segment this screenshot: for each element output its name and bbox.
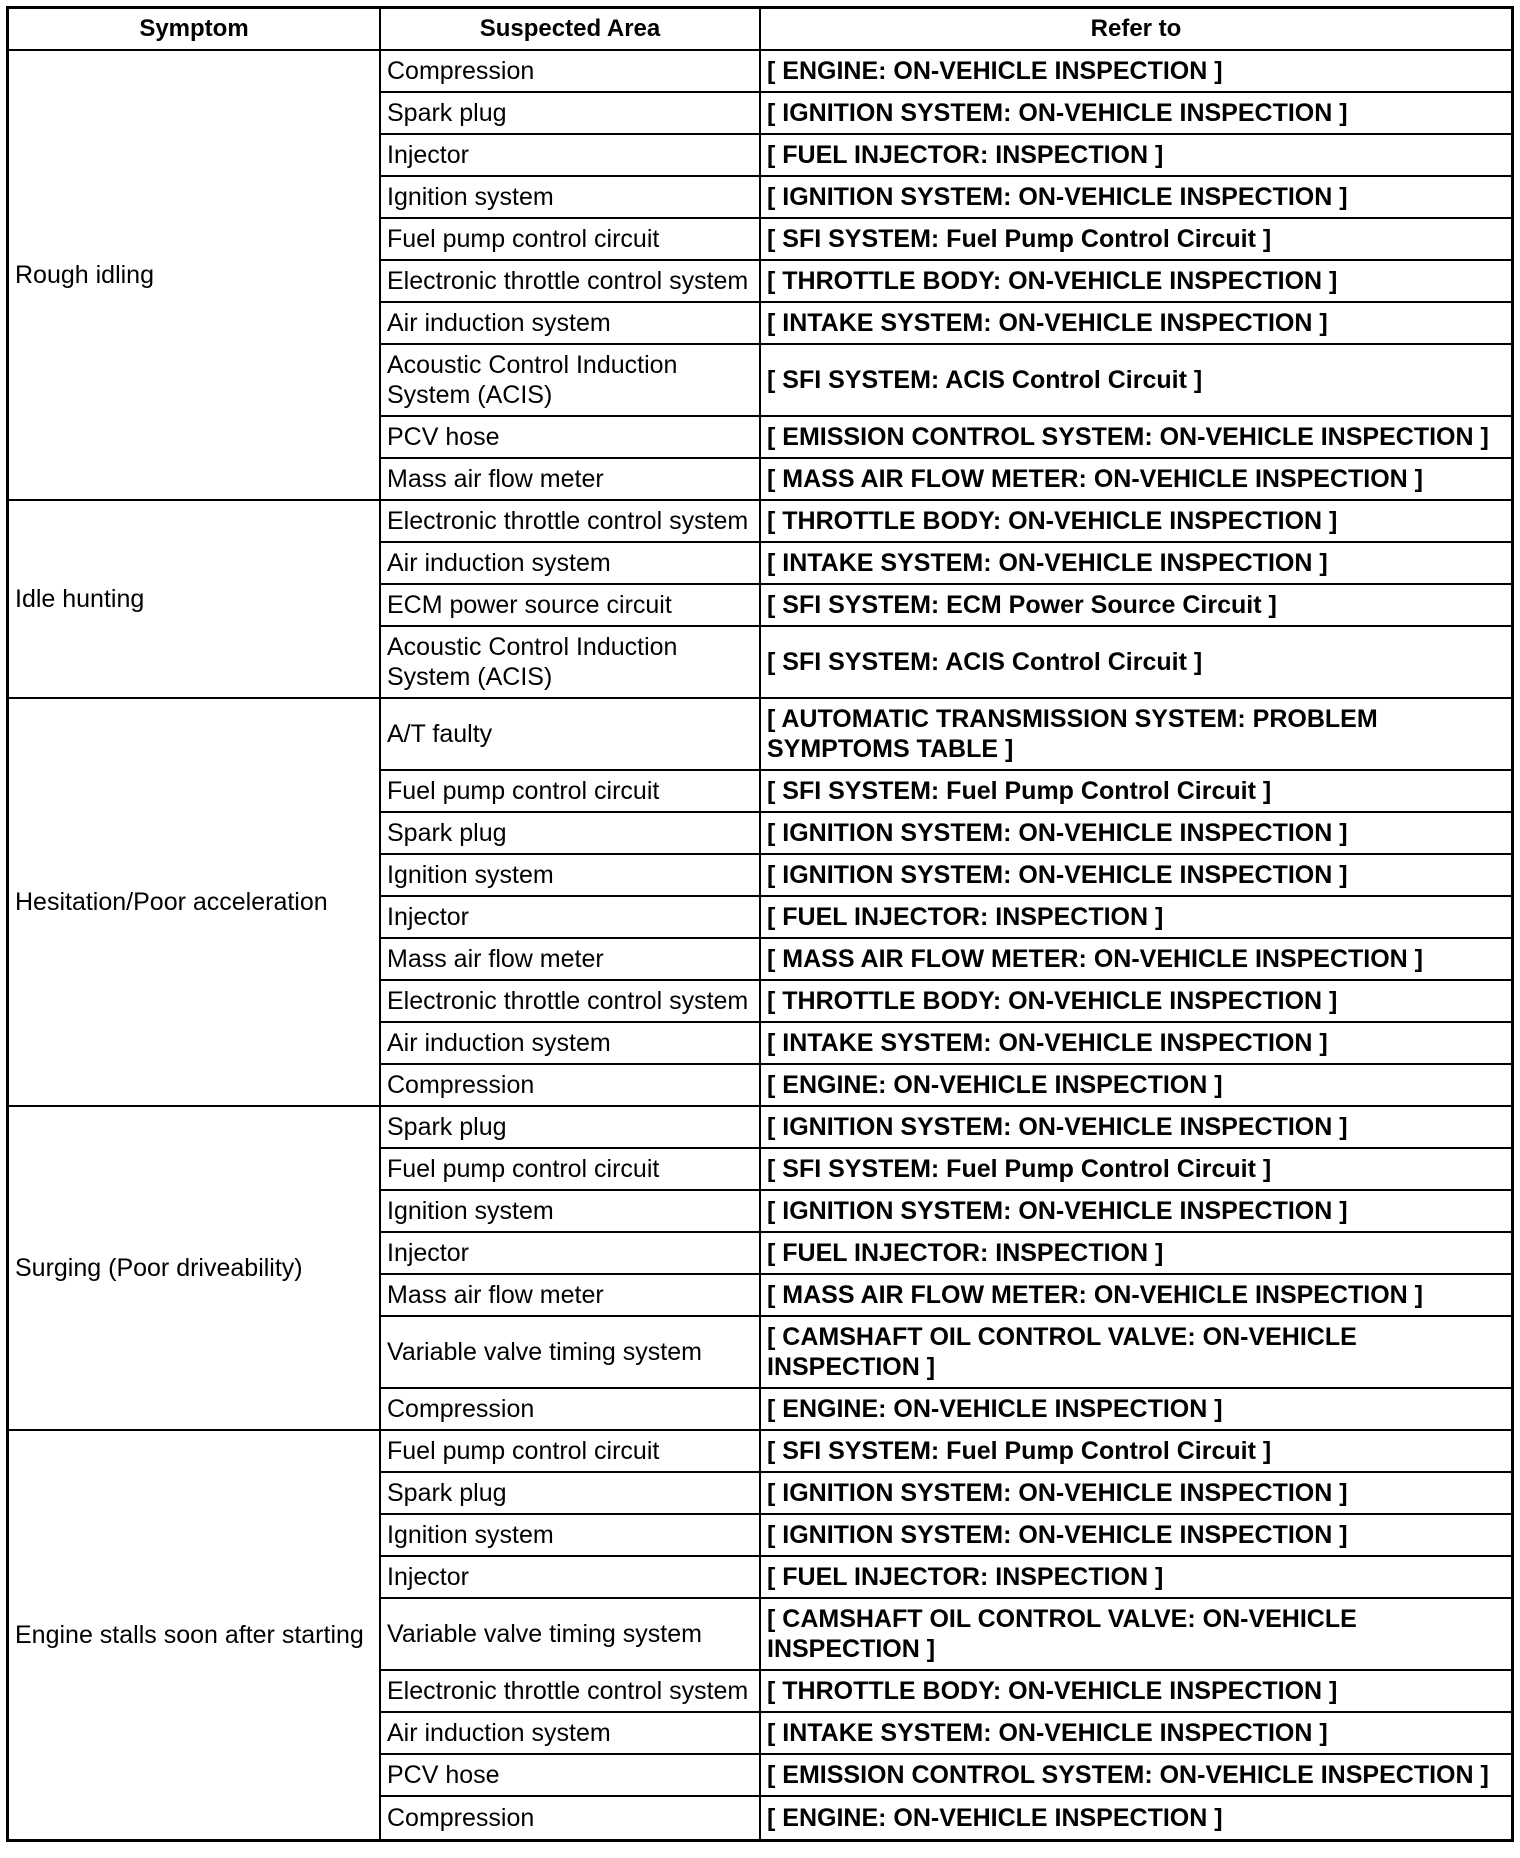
- suspected-area-cell: Ignition system: [381, 1515, 761, 1557]
- suspected-area-cell: Compression: [381, 51, 761, 93]
- suspected-area-cell: Fuel pump control circuit: [381, 1149, 761, 1191]
- suspected-area-cell: Acoustic Control Induction System (ACIS): [381, 627, 761, 699]
- problem-symptoms-table: [6, 6, 1514, 1842]
- refer-to-cell: [ CAMSHAFT OIL CONTROL VALVE: ON-VEHICLE INSPECTION ]: [761, 1317, 1511, 1389]
- refer-to-cell: [ IGNITION SYSTEM: ON-VEHICLE INSPECTION ]: [761, 1191, 1511, 1233]
- refer-to-cell: [ SFI SYSTEM: ECM Power Source Circuit ]: [761, 585, 1511, 627]
- suspected-area-cell: Air induction system: [381, 1713, 761, 1755]
- symptom-cell: Engine stalls soon after starting: [9, 1431, 381, 1839]
- header-row: [9, 9, 1511, 51]
- refer-to-cell: [ THROTTLE BODY: ON-VEHICLE INSPECTION ]: [761, 261, 1511, 303]
- suspected-area-cell: Air induction system: [381, 1023, 761, 1065]
- suspected-area-cell: Fuel pump control circuit: [381, 771, 761, 813]
- refer-to-cell: [ INTAKE SYSTEM: ON-VEHICLE INSPECTION ]: [761, 303, 1511, 345]
- suspected-area-cell: Air induction system: [381, 543, 761, 585]
- suspected-area-cell: Mass air flow meter: [381, 459, 761, 501]
- table-row: [9, 699, 1511, 771]
- suspected-area-cell: Air induction system: [381, 303, 761, 345]
- refer-to-cell: [ AUTOMATIC TRANSMISSION SYSTEM: PROBLEM SYMPTOMS TABLE ]: [761, 699, 1511, 771]
- refer-to-cell: [ ENGINE: ON-VEHICLE INSPECTION ]: [761, 1389, 1511, 1431]
- suspected-area-cell: Electronic throttle control system: [381, 261, 761, 303]
- table-row: [9, 1431, 1511, 1473]
- suspected-area-cell: Injector: [381, 1233, 761, 1275]
- table-row: [9, 51, 1511, 93]
- refer-to-cell: [ CAMSHAFT OIL CONTROL VALVE: ON-VEHICLE INSPECTION ]: [761, 1599, 1511, 1671]
- suspected-area-cell: Fuel pump control circuit: [381, 1431, 761, 1473]
- refer-to-cell: [ EMISSION CONTROL SYSTEM: ON-VEHICLE INSPECTION ]: [761, 1755, 1511, 1797]
- refer-to-cell: [ IGNITION SYSTEM: ON-VEHICLE INSPECTION ]: [761, 93, 1511, 135]
- suspected-area-cell: Ignition system: [381, 855, 761, 897]
- refer-to-cell: [ SFI SYSTEM: Fuel Pump Control Circuit ]: [761, 771, 1511, 813]
- suspected-area-cell: Acoustic Control Induction System (ACIS): [381, 345, 761, 417]
- suspected-area-cell: Spark plug: [381, 813, 761, 855]
- refer-to-cell: [ THROTTLE BODY: ON-VEHICLE INSPECTION ]: [761, 1671, 1511, 1713]
- suspected-area-cell: Compression: [381, 1797, 761, 1839]
- refer-to-cell: [ INTAKE SYSTEM: ON-VEHICLE INSPECTION ]: [761, 1713, 1511, 1755]
- refer-to-header: Refer to: [761, 9, 1511, 51]
- refer-to-cell: [ EMISSION CONTROL SYSTEM: ON-VEHICLE INSPECTION ]: [761, 417, 1511, 459]
- symptom-cell: Hesitation/Poor acceleration: [9, 699, 381, 1107]
- refer-to-cell: [ FUEL INJECTOR: INSPECTION ]: [761, 135, 1511, 177]
- refer-to-cell: [ IGNITION SYSTEM: ON-VEHICLE INSPECTION ]: [761, 177, 1511, 219]
- suspected-area-cell: Injector: [381, 135, 761, 177]
- refer-to-cell: [ SFI SYSTEM: Fuel Pump Control Circuit ]: [761, 219, 1511, 261]
- refer-to-cell: [ MASS AIR FLOW METER: ON-VEHICLE INSPECTION ]: [761, 459, 1511, 501]
- table-row: [9, 501, 1511, 543]
- suspected-area-cell: ECM power source circuit: [381, 585, 761, 627]
- refer-to-cell: [ SFI SYSTEM: ACIS Control Circuit ]: [761, 627, 1511, 699]
- symptom-header: Symptom: [9, 9, 381, 51]
- suspected-area-cell: Ignition system: [381, 177, 761, 219]
- suspected-area-cell: Variable valve timing system: [381, 1599, 761, 1671]
- refer-to-cell: [ FUEL INJECTOR: INSPECTION ]: [761, 1557, 1511, 1599]
- suspected-area-cell: Fuel pump control circuit: [381, 219, 761, 261]
- refer-to-cell: [ ENGINE: ON-VEHICLE INSPECTION ]: [767, 1804, 1223, 1832]
- suspected-area-cell: Variable valve timing system: [381, 1317, 761, 1389]
- suspected-area-cell: A/T faulty: [381, 699, 761, 771]
- suspected-area-cell: Mass air flow meter: [381, 1275, 761, 1317]
- symptom-cell: Idle hunting: [9, 501, 381, 699]
- refer-to-cell: [ IGNITION SYSTEM: ON-VEHICLE INSPECTION ]: [761, 813, 1511, 855]
- symptom-cell: Surging (Poor driveability): [9, 1107, 381, 1431]
- refer-to-cell: [ IGNITION SYSTEM: ON-VEHICLE INSPECTION ]: [761, 1107, 1511, 1149]
- refer-to-cell: [ IGNITION SYSTEM: ON-VEHICLE INSPECTION ]: [761, 855, 1511, 897]
- suspected-area-cell: Ignition system: [381, 1191, 761, 1233]
- refer-to-cell: [ THROTTLE BODY: ON-VEHICLE INSPECTION ]: [761, 501, 1511, 543]
- suspected-area-cell: Mass air flow meter: [381, 939, 761, 981]
- suspected-area-header: Suspected Area: [381, 9, 761, 51]
- refer-to-cell: [ ENGINE: ON-VEHICLE INSPECTION ]: [761, 1065, 1511, 1107]
- suspected-area-cell: PCV hose: [381, 1755, 761, 1797]
- suspected-area-cell: Electronic throttle control system: [381, 1671, 761, 1713]
- refer-to-cell: [ THROTTLE BODY: ON-VEHICLE INSPECTION ]: [761, 981, 1511, 1023]
- refer-to-cell: [ ENGINE: ON-VEHICLE INSPECTION ]: [761, 51, 1511, 93]
- refer-to-cell: [ INTAKE SYSTEM: ON-VEHICLE INSPECTION ]: [761, 543, 1511, 585]
- refer-to-cell: [ SFI SYSTEM: Fuel Pump Control Circuit ]: [761, 1431, 1511, 1473]
- suspected-area-cell: Injector: [381, 897, 761, 939]
- suspected-area-cell: Spark plug: [381, 93, 761, 135]
- table-row: [9, 1107, 1511, 1149]
- refer-to-cell: [ SFI SYSTEM: ACIS Control Circuit ]: [761, 345, 1511, 417]
- suspected-area-cell: Electronic throttle control system: [381, 501, 761, 543]
- refer-to-cell: [ FUEL INJECTOR: INSPECTION ]: [761, 897, 1511, 939]
- refer-to-cell: [ INTAKE SYSTEM: ON-VEHICLE INSPECTION ]: [761, 1023, 1511, 1065]
- refer-to-cell: [ SFI SYSTEM: Fuel Pump Control Circuit ]: [761, 1149, 1511, 1191]
- symptom-cell: Rough idling: [9, 51, 381, 501]
- suspected-area-cell: Electronic throttle control system: [381, 981, 761, 1023]
- refer-to-cell: [ IGNITION SYSTEM: ON-VEHICLE INSPECTION ]: [761, 1515, 1511, 1557]
- suspected-area-cell: Compression: [381, 1065, 761, 1107]
- refer-to-cell: [ FUEL INJECTOR: INSPECTION ]: [761, 1233, 1511, 1275]
- suspected-area-cell: Spark plug: [381, 1473, 761, 1515]
- refer-to-cell: [ IGNITION SYSTEM: ON-VEHICLE INSPECTION ]: [761, 1473, 1511, 1515]
- suspected-area-cell: Spark plug: [381, 1107, 761, 1149]
- suspected-area-cell: Compression: [381, 1389, 761, 1431]
- refer-to-cell: [ MASS AIR FLOW METER: ON-VEHICLE INSPECTION ]: [761, 939, 1511, 981]
- refer-to-cell: [ MASS AIR FLOW METER: ON-VEHICLE INSPECTION ]: [761, 1275, 1511, 1317]
- suspected-area-cell: Injector: [381, 1557, 761, 1599]
- suspected-area-cell: PCV hose: [381, 417, 761, 459]
